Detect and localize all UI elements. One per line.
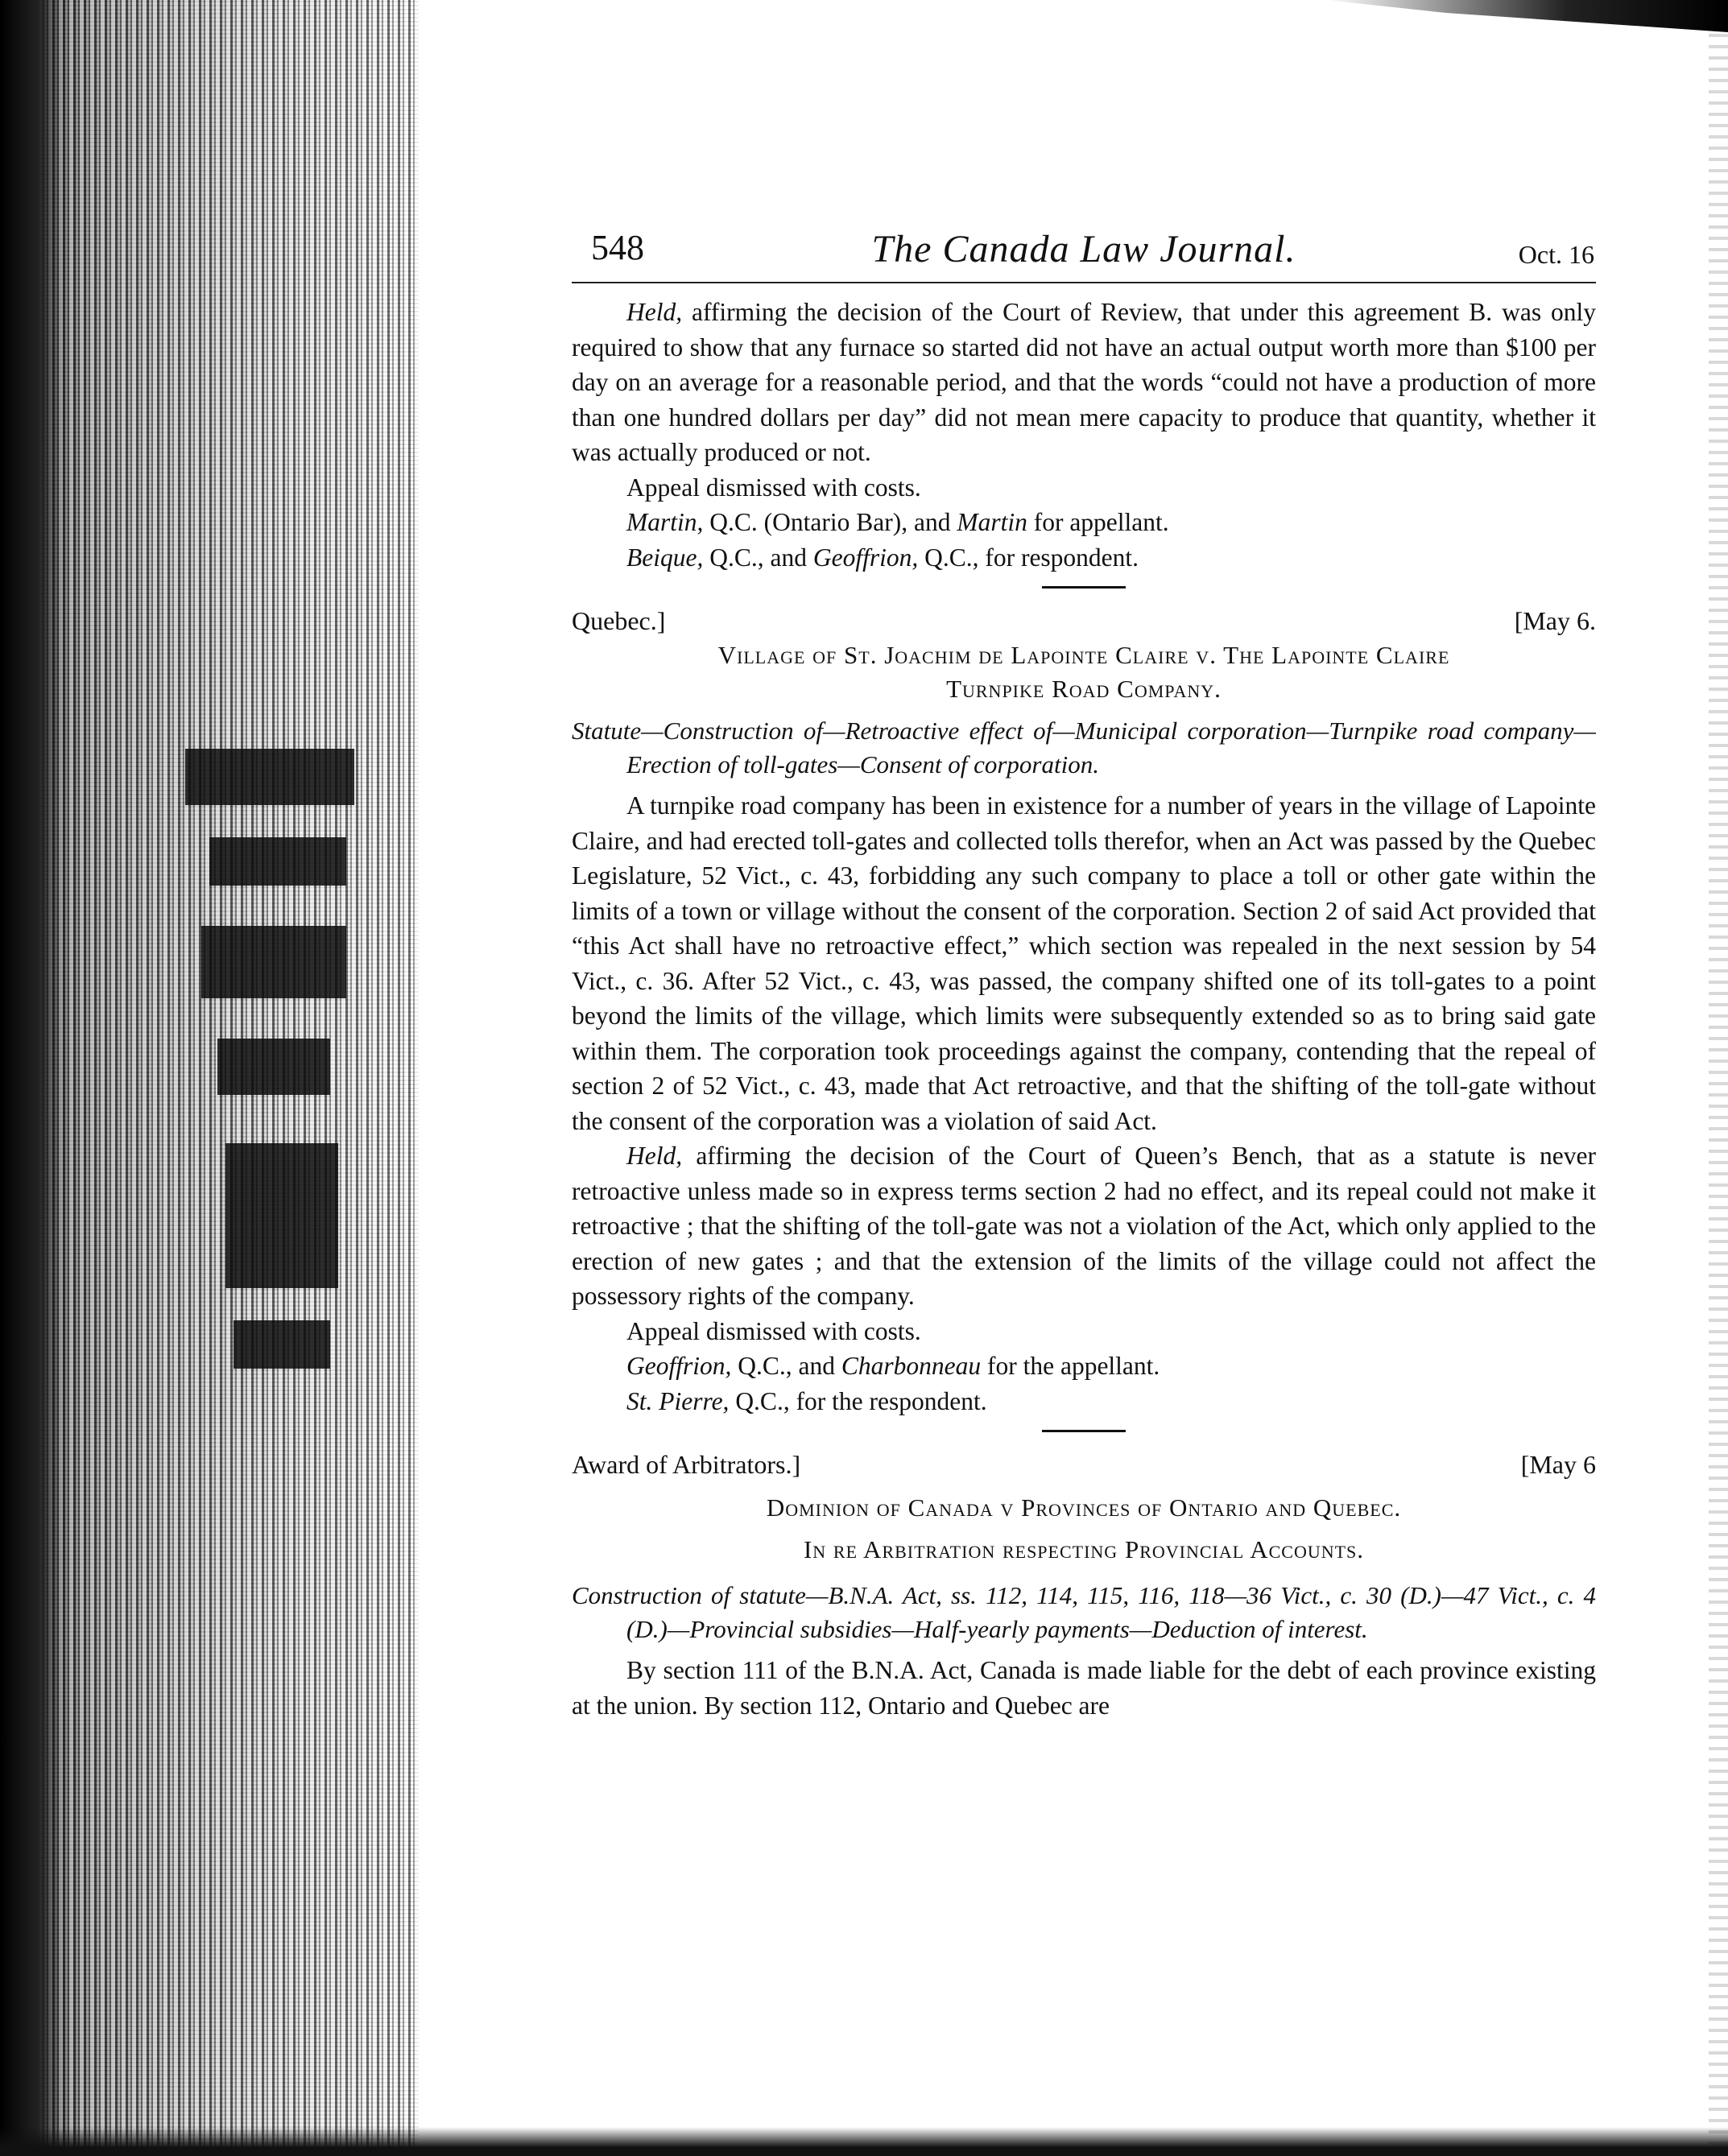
counsel-appellant: Martin, Q.C. (Ontario Bar), and Martin for appellant. [626, 508, 1169, 536]
scan-right-edge [1709, 0, 1728, 2156]
running-header [572, 224, 1596, 283]
court-line [572, 603, 1596, 638]
section-divider [1042, 1430, 1126, 1432]
disposition: Appeal dismissed with costs. [626, 473, 921, 502]
decision-date: [May 6. [1514, 606, 1596, 635]
issue-date: Oct. 16 [1518, 240, 1594, 269]
counsel-appellant: Geoffrion, Q.C., and Charbonneau for the appellant. [626, 1352, 1160, 1380]
catchwords: Statute—Construction of—Retroactive effect of—Municipal corporation—Turnpike road company—Erection of toll-gates—Consent of corporation. [572, 717, 1596, 779]
binding-mark [209, 837, 346, 886]
held-paragraph [572, 295, 1596, 470]
binding-mark [201, 926, 346, 998]
page-number: 548 [591, 228, 644, 267]
body-paragraph: By section 111 of the B.N.A. Act, Canada is made liable for the debt of each province existing at the union. By section 112, Ontario and Quebec are [572, 1656, 1596, 1720]
court-name: Award of Arbitrators.] [572, 1450, 801, 1479]
held-text: affirming the decision of the Court of Review, that under this agreement B. was only required to show that any furnace so started did not have an actual output worth more than $100 per day on an average for a reasonable period, and that the words “could not have a production of more than one hundred dollars per day” did not mean mere capacity to produce that quantity, whether it was actually produced or not. [572, 298, 1596, 466]
case-body [572, 1653, 1596, 1723]
facts-paragraph: A turnpike road company has been in existence for a number of years in the village of Lapointe Claire, and had erected toll-gates and collected tolls therefor, when an Act was passed by the Quebec Legislature, 52 Vict., c. 43, forbidding any such company to place a toll or other gate within the limits of a town or village without the consent of the corporation. Section 2 of said Act provided that “this Act shall have no retroactive effect,” which section was repealed in the next session by 54 Vict., c. 36. After 52 Vict., c. 43, was passed, the company shifted one of its toll-gates to a point beyond the limits of the village, which limits were subsequently extended so as to bring said gate within them. The corporation took proceedings against the company, contending that the repeal of section 2 of 52 Vict., c. 43, made that Act retroactive, and that the shifting of the toll-gate without the consent of the corporation was a violation of said Act. [572, 791, 1596, 1135]
binding-mark [225, 1143, 338, 1288]
case-title: Dominion of Canada v Provinces of Ontario and Quebec. In re Arbitration respecting Provincial Accounts. [766, 1493, 1402, 1563]
journal-page [572, 224, 1596, 1723]
binding-mark [234, 1320, 330, 1369]
scan-bottom-edge [0, 2127, 1728, 2156]
decision-date: [May 6 [1520, 1450, 1596, 1479]
case-1-continuation [572, 295, 1596, 575]
journal-title: The Canada Law Journal. [871, 228, 1296, 271]
counsel-respondent: St. Pierre, Q.C., for the respondent. [626, 1386, 987, 1415]
case-2 [572, 603, 1596, 1419]
court-name: Quebec.] [572, 606, 666, 635]
catchwords: Construction of statute—B.N.A. Act, ss. 112, 114, 115, 116, 118—36 Vict., c. 30 (D.)—47 Vict., c. 4 (D.)—Provincial subsidies—Half-yearly payments—Deduction of interest. [572, 1581, 1596, 1643]
case-title: Village of St. Joachim de Lapointe Claire v. The Lapointe Claire Turnpike Road Company. [717, 641, 1450, 703]
court-line [572, 1447, 1596, 1482]
held-label: Held, [626, 298, 683, 326]
scan-corner-shadow [1325, 0, 1728, 32]
counsel-respondent: Beique, Q.C., and Geoffrion, Q.C., for respondent. [626, 543, 1139, 572]
binding-mark [217, 1039, 330, 1095]
disposition: Appeal dismissed with costs. [626, 1316, 921, 1345]
case-body [572, 788, 1596, 1419]
binding-mark [185, 749, 354, 805]
binding-edge [0, 0, 64, 2156]
held-label: Held, [626, 1142, 683, 1170]
section-divider [1042, 586, 1126, 589]
case-3 [572, 1447, 1596, 1723]
held-paragraph: Held, affirming the decision of the Court of Queen’s Bench, that as a statute is never retroactive unless made so in express terms section 2 had no effect, and its repeal could not make it retroactive ; that the shifting of the toll-gate was not a violation of the Act, which only applied to the erection of new gates ; and that the extension of the limits of the village could not affect the possessory rights of the company. [572, 1142, 1596, 1310]
